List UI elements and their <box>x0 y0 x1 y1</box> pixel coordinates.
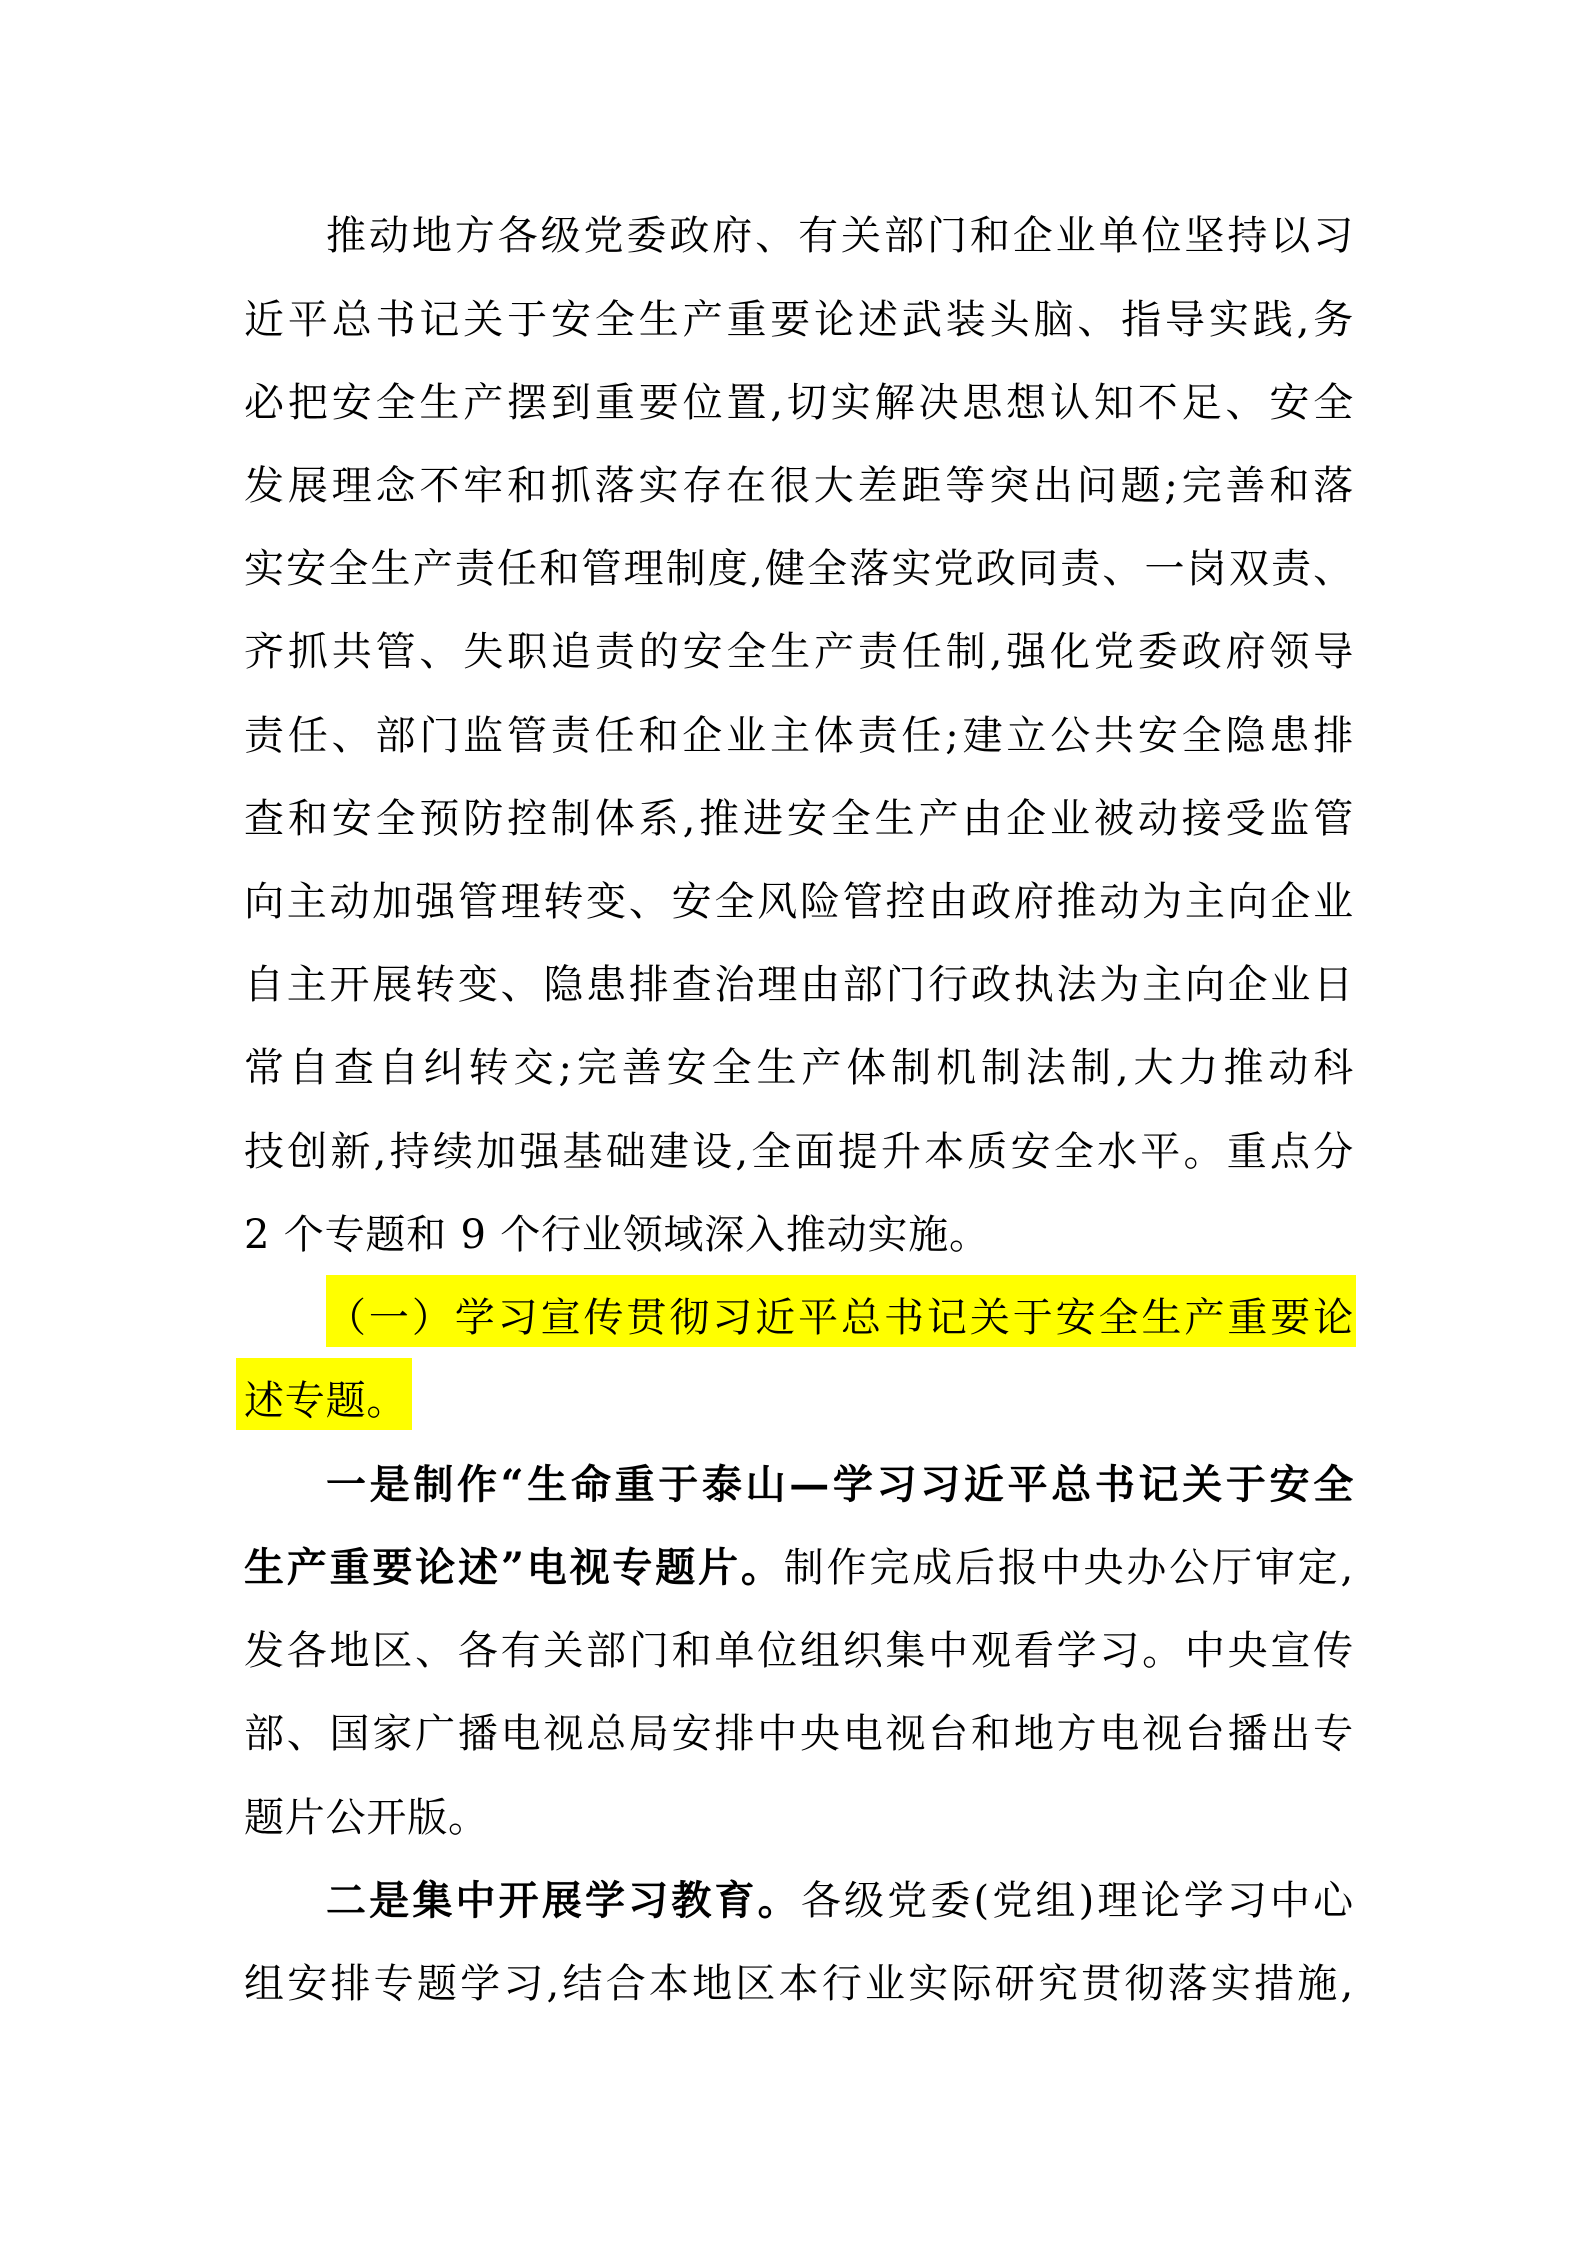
paragraph-line: 发各地区、各有关部门和单位组织集中观看学习。中央宣传 <box>244 1628 1354 1674</box>
paragraph-lead: 二是集中开展学习教育。 <box>326 1877 801 1924</box>
paragraph-line <box>244 1540 1354 1596</box>
paragraph-line: 技创新,持续加强基础建设,全面提升本质安全水平。重点分 <box>244 1129 1354 1175</box>
paragraph-line: 常自查自纠转交;完善安全生产体制机制法制,大力推动科 <box>244 1045 1354 1091</box>
paragraph-line: 向主动加强管理转变、安全风险管控由政府推动为主向企业 <box>244 879 1354 925</box>
heading-line: （一）学习宣传贯彻习近平总书记关于安全生产重要论 <box>326 1295 1354 1341</box>
paragraph-line: 题片公开版。 <box>244 1795 489 1841</box>
paragraph-line: 自主开展转变、隐患排查治理由部门行政执法为主向企业日 <box>244 962 1354 1008</box>
paragraph-line: 部、国家广播电视总局安排中央电视台和地方电视台播出专 <box>244 1711 1354 1757</box>
paragraph-line: 齐抓共管、失职追责的安全生产责任制,强化党委政府领导 <box>244 629 1354 675</box>
paragraph-line: 发展理念不牢和抓落实存在很大差距等突出问题;完善和落 <box>244 463 1354 509</box>
paragraph-line: 查和安全预防控制体系,推进安全生产由企业被动接受监管 <box>244 796 1354 842</box>
paragraph-line: 2 个专题和 9 个行业领域深入推动实施。 <box>244 1212 990 1258</box>
paragraph-line <box>326 1873 1354 1929</box>
paragraph-line: 近平总书记关于安全生产重要论述武装头脑、指导实践,务 <box>244 297 1354 343</box>
paragraph-line: 责任、部门监管责任和企业主体责任;建立公共安全隐患排 <box>244 713 1354 759</box>
heading-line: 述专题。 <box>244 1378 408 1424</box>
paragraph-lead: 一是制作“生命重于泰山—学习习近平总书记关于安全 <box>326 1461 1354 1508</box>
paragraph-line: 推动地方各级党委政府、有关部门和企业单位坚持以习 <box>326 213 1354 259</box>
paragraph-line: 实安全生产责任和管理制度,健全落实党政同责、一岗双责、 <box>244 546 1354 592</box>
paragraph-text: 各级党委(党组)理论学习中心 <box>800 1878 1354 1924</box>
paragraph-line: 组安排专题学习,结合本地区本行业实际研究贯彻落实措施, <box>244 1961 1354 2007</box>
paragraph-line: 必把安全生产摆到重要位置,切实解决思想认知不足、安全 <box>244 380 1354 426</box>
paragraph-lead: 生产重要论述”电视专题片。 <box>244 1544 784 1591</box>
paragraph-text: 制作完成后报中央办公厅审定, <box>783 1545 1354 1591</box>
